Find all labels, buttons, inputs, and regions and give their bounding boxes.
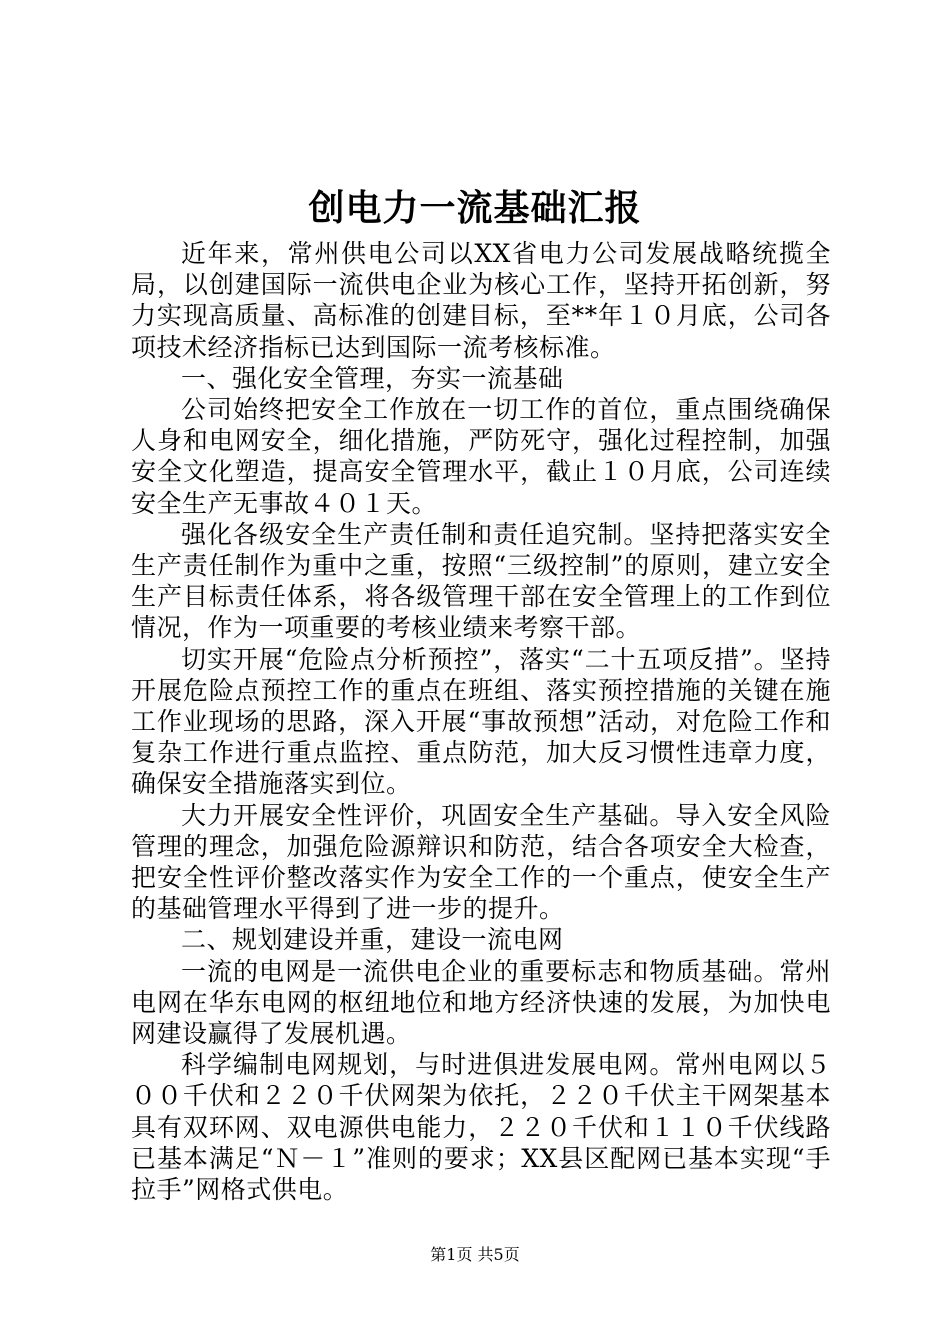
paragraph-safety-overview: 公司始终把安全工作放在一切工作的首位，重点围绕确保人身和电网安全，细化措施，严防死守，强化过程控制，加强安全文化塑造，提高安全管理水平，截止１０月底，公司连续安全生产无事故４０１天。 xyxy=(131,395,831,518)
section-heading-safety: 一、强化安全管理，夯实一流基础 xyxy=(181,363,564,393)
paragraph-intro: 近年来，常州供电公司以XX省电力公司发展战略统揽全局，以创建国际一流供电企业为核心工作，坚持开拓创新，努力实现高质量、高标准的创建目标，至**年１０月底，公司各项技术经济指标已达到国际一流考核标准。 xyxy=(131,239,831,362)
document-body xyxy=(131,238,831,1205)
paragraph-grid-overview: 一流的电网是一流供电企业的重要标志和物质基础。常州电网在华东电网的枢纽地位和地方经济快速的发展，为加快电网建设赢得了发展机遇。 xyxy=(131,956,831,1049)
paragraph-responsibility: 强化各级安全生产责任制和责任追究制。坚持把落实安全生产责任制作为重中之重，按照“三级控制”的原则，建立安全生产目标责任体系，将各级管理干部在安全管理上的工作到位情况，作为一项重要的考核业绩来考察干部。 xyxy=(131,519,831,643)
page-footer: 第1页 共5页 xyxy=(430,1245,520,1264)
section-heading-grid: 二、规划建设并重，建设一流电网 xyxy=(181,925,564,955)
paragraph-risk-control: 切实开展“危险点分析预控”，落实“二十五项反措”。坚持开展危险点预控工作的重点在班组、落实预控措施的关键在施工作业现场的思路，深入开展“事故预想”活动，对危险工作和复杂工作进行重点监控、重点防范，加大反习惯性违章力度，确保安全措施落实到位。 xyxy=(131,644,831,799)
paragraph-grid-planning: 科学编制电网规划，与时进俱进发展电网。常州电网以５００千伏和２２０千伏网架为依托，２２０千伏主干网架基本具有双环网、双电源供电能力，２２０千伏和１１０千伏线路已基本满足“Ｎ－１”准则的要求；XX县区配网已基本实现“手拉手”网格式供电。 xyxy=(131,1050,831,1205)
document-title: 创电力一流基础汇报 xyxy=(308,187,642,229)
paragraph-safety-evaluation: 大力开展安全性评价，巩固安全生产基础。导入安全风险管理的理念，加强危险源辩识和防范，结合各项安全大检查，把安全性评价整改落实作为安全工作的一个重点，使安全生产的基础管理水平得到了进一步的提升。 xyxy=(131,800,831,924)
